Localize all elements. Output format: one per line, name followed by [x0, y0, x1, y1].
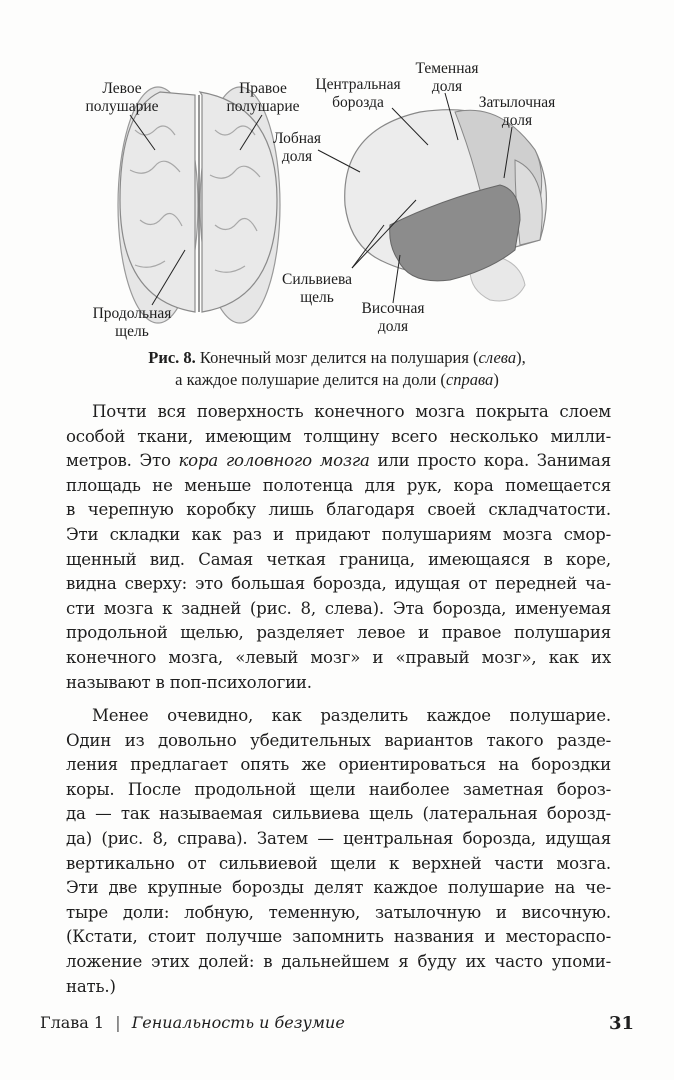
- text-line: [66, 523, 611, 548]
- label-central-sulcus: Центральная борозда: [315, 76, 401, 111]
- text-line: [66, 671, 611, 696]
- text-segment: особой ткани, имеющим толщину всего несколько милли-: [66, 426, 611, 446]
- text-segment: метров. Это: [66, 451, 179, 471]
- text-segment: ложение этих долей: в дальнейшем я буду их часто упоми-: [66, 951, 611, 971]
- text-segment: тыре доли: лобную, теменную, затылочную и височную.: [66, 902, 611, 922]
- caption-italic: слева: [478, 348, 517, 367]
- text-segment: коры. После продольной щели наиболее заметная бороз-: [66, 779, 611, 799]
- text-segment: площадь не меньше полотенца для рук, кора помещается: [66, 475, 611, 495]
- caption-label: Рис. 8.: [148, 348, 196, 367]
- text-line: [66, 852, 611, 877]
- text-segment: да) (рис. 8, справа). Затем — центральная борозда, идущая: [66, 828, 611, 848]
- text-segment: или просто кора. Занимая: [369, 451, 612, 471]
- label-frontal-lobe: Лобная доля: [272, 130, 322, 165]
- text-segment: (Кстати, стоит получше запомнить названия и месторaспо-: [66, 927, 611, 947]
- page-number: 31: [608, 1013, 634, 1034]
- text-line: [66, 802, 611, 827]
- text-line: [66, 548, 611, 573]
- text-line: [66, 621, 611, 646]
- text-line: [66, 597, 611, 622]
- label-left-hemisphere: Левое полушарие: [85, 80, 159, 115]
- text-line: [66, 827, 611, 852]
- text-segment: Один из довольно убедительных вариантов такого разде-: [66, 730, 611, 750]
- text-line: [66, 572, 611, 597]
- figure-caption: [0, 347, 674, 391]
- brain-top-view: [118, 87, 280, 323]
- text-line: [66, 646, 611, 671]
- text-line: [66, 425, 611, 450]
- paragraph-1: [66, 400, 611, 695]
- text-segment: называют в поп-психологии.: [66, 672, 312, 692]
- footer-separator: |: [115, 1013, 121, 1032]
- text-segment: щенный вид. Самая четкая граница, имеющаяся в коре,: [66, 549, 611, 569]
- text-line: [66, 778, 611, 803]
- text-line: [66, 704, 611, 729]
- label-longitudinal-fissure: Продольная щель: [92, 305, 172, 340]
- label-occipital-lobe: Затылочная доля: [478, 94, 556, 129]
- brain-side-view: [345, 110, 547, 301]
- caption-italic: справа: [445, 370, 494, 389]
- text-line: [66, 950, 611, 975]
- text-line: [66, 449, 611, 474]
- text-line: [66, 975, 611, 1000]
- text-segment: сти мозга к задней (рис. 8, слева). Эта борозда, именуемая: [66, 598, 611, 618]
- text-line: [66, 729, 611, 754]
- text-segment: да — так называемая сильвиева щель (латеральная борозд-: [66, 804, 611, 824]
- text-segment: нать.): [66, 976, 116, 996]
- caption-text: ): [493, 370, 499, 389]
- text-line: [66, 925, 611, 950]
- text-line: [66, 901, 611, 926]
- text-segment: Менее очевидно, как разделить каждое полушарие.: [92, 706, 611, 725]
- label-sylvian-fissure: Сильвиева щель: [282, 271, 352, 306]
- text-line: [66, 498, 611, 523]
- text-segment: видна сверху: это большая борозда, идущая от передней ча-: [66, 574, 611, 594]
- text-segment: в черепную коробку лишь благодаря своей складчатости.: [66, 500, 611, 520]
- label-parietal-lobe: Теменная доля: [415, 60, 479, 95]
- text-line: [66, 474, 611, 499]
- text-line: [66, 400, 611, 425]
- page-footer: [40, 1013, 634, 1032]
- emphasis-term: кора головного мозга: [178, 451, 370, 471]
- text-segment: Эти складки как раз и придают полушариям мозга смор-: [66, 524, 611, 544]
- label-right-hemisphere: Правое полушарие: [226, 80, 300, 115]
- text-segment: ления предлагает опять же ориентироваться на бороздки: [66, 755, 611, 775]
- chapter-label: Глава 1: [40, 1013, 105, 1032]
- text-line: [66, 876, 611, 901]
- caption-text: Конечный мозг делится на полушария (: [195, 348, 479, 367]
- caption-text: а каждое полушарие делится на доли (: [175, 370, 446, 389]
- caption-text: ),: [516, 348, 526, 367]
- paragraph-2: [66, 704, 611, 999]
- text-segment: конечного мозга, «левый мозг» и «правый мозг», как их: [66, 647, 611, 667]
- text-segment: Эти две крупные борозды делят каждое полушарие на че-: [66, 878, 611, 898]
- chapter-title: Гениальность и безумие: [131, 1013, 345, 1032]
- text-segment: продольной щелью, разделяет левое и правое полушария: [66, 623, 611, 643]
- text-segment: Почти вся поверхность конечного мозга покрыта слоем: [92, 402, 611, 421]
- text-line: [66, 753, 611, 778]
- text-segment: вертикально от сильвиевой щели к верхней части мозга.: [66, 853, 611, 873]
- label-temporal-lobe: Височная доля: [361, 300, 425, 335]
